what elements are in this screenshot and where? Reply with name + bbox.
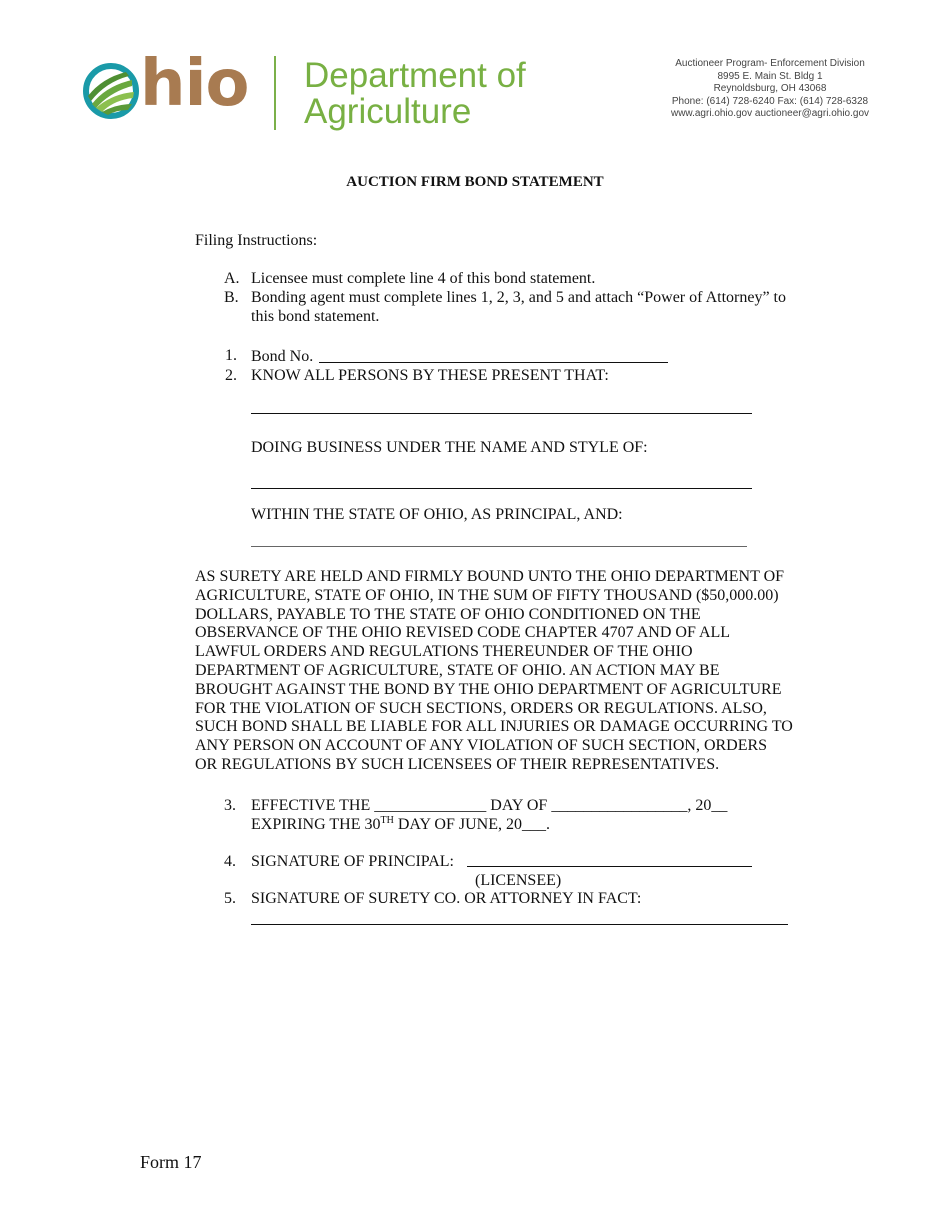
bond-terms-paragraph	[195, 568, 815, 775]
item-2-marker: 2.	[225, 367, 237, 384]
paragraph-line: LAWFUL ORDERS AND REGULATIONS THEREUNDER OF THE OHIO	[195, 643, 693, 661]
paragraph-line: FOR THE VIOLATION OF SUCH SECTIONS, ORDERS OR REGULATIONS. ALSO,	[195, 699, 767, 717]
item-1-marker: 1.	[225, 347, 237, 364]
surety-name-field[interactable]	[251, 546, 747, 547]
licensee-sublabel: (LICENSEE)	[475, 872, 562, 889]
paragraph-line: DOLLARS, PAYABLE TO THE STATE OF OHIO CONDITIONED ON THE	[195, 605, 701, 623]
department-line-1: Department of	[304, 56, 526, 95]
expiring-text-a: EXPIRING THE 30	[251, 816, 381, 833]
ohio-logo-icon	[82, 62, 140, 120]
principal-name-field[interactable]	[251, 413, 752, 414]
paragraph-line: ANY PERSON ON ACCOUNT OF ANY VIOLATION OF SUCH SECTION, ORDERS	[195, 737, 768, 755]
contact-division: Auctioneer Program- Enforcement Division	[675, 58, 865, 69]
within-state-label: WITHIN THE STATE OF OHIO, AS PRINCIPAL, AND:	[251, 506, 623, 523]
paragraph-line: OR REGULATIONS BY SUCH LICENSEES OF THEIR REPRESENTATIVES.	[195, 755, 720, 773]
contact-street: 8995 E. Main St. Bldg 1	[717, 70, 823, 82]
paragraph-line: SUCH BOND SHALL BE LIABLE FOR ALL INJURIES OR DAMAGE OCCURRING TO	[195, 718, 793, 736]
dba-name-field[interactable]	[251, 488, 752, 489]
principal-signature-field[interactable]	[467, 866, 752, 867]
instruction-b-text-cont: this bond statement.	[251, 308, 380, 325]
paragraph-line: DEPARTMENT OF AGRICULTURE, STATE OF OHIO. AN ACTION MAY BE	[195, 661, 720, 679]
surety-signature-field[interactable]	[251, 924, 788, 925]
expiring-text-b: DAY OF JUNE, 20___.	[393, 816, 550, 833]
contact-web-email: www.agri.ohio.gov auctioneer@agri.ohio.gov	[670, 108, 870, 119]
bond-no-field[interactable]	[319, 362, 668, 363]
expiring-line[interactable]	[251, 815, 550, 834]
instruction-b-text: Bonding agent must complete lines 1, 2, 3, and 5 and attach “Power of Attorney” to	[251, 289, 786, 306]
dba-label: DOING BUSINESS UNDER THE NAME AND STYLE OF:	[251, 439, 648, 456]
paragraph-line: AS SURETY ARE HELD AND FIRMLY BOUND UNTO THE OHIO DEPARTMENT OF	[195, 568, 785, 585]
logo-wordmark: hio	[140, 47, 249, 121]
paragraph-line: AGRICULTURE, STATE OF OHIO, IN THE SUM OF FIFTY THOUSAND ($50,000.00)	[195, 586, 779, 604]
logo-divider	[274, 56, 276, 130]
principal-signature-label: SIGNATURE OF PRINCIPAL:	[251, 853, 454, 870]
instruction-a-marker: A.	[224, 270, 240, 287]
paragraph-line: OBSERVANCE OF THE OHIO REVISED CODE CHAPTER 4707 AND OF ALL	[195, 624, 731, 642]
contact-phone: Phone: (614) 728-6240 Fax: (614) 728-6328	[671, 95, 869, 107]
effective-date-line[interactable]: EFFECTIVE THE ______________ DAY OF _________________, 20__	[251, 797, 728, 814]
department-line-2: Agriculture	[304, 92, 472, 131]
instruction-a-text: Licensee must complete line 4 of this bond statement.	[251, 270, 596, 287]
instruction-b-marker: B.	[224, 289, 239, 306]
item-3-marker: 3.	[224, 797, 236, 814]
surety-signature-label: SIGNATURE OF SURETY CO. OR ATTORNEY IN FACT:	[251, 890, 642, 907]
item-4-marker: 4.	[224, 853, 236, 870]
expiring-superscript: TH	[380, 815, 394, 826]
contact-block	[660, 58, 880, 121]
know-all-persons-label: KNOW ALL PERSONS BY THESE PRESENT THAT:	[251, 367, 609, 384]
paragraph-line: BROUGHT AGAINST THE BOND BY THE OHIO DEPARTMENT OF AGRICULTURE	[195, 680, 782, 698]
department-name	[304, 58, 526, 130]
contact-city: Reynoldsburg, OH 43068	[713, 83, 827, 94]
bond-no-label: Bond No.	[251, 348, 314, 365]
filing-instructions-heading: Filing Instructions:	[195, 232, 318, 249]
form-number: Form 17	[140, 1152, 202, 1172]
item-5-marker: 5.	[224, 890, 236, 907]
page-title: AUCTION FIRM BOND STATEMENT	[346, 174, 604, 190]
